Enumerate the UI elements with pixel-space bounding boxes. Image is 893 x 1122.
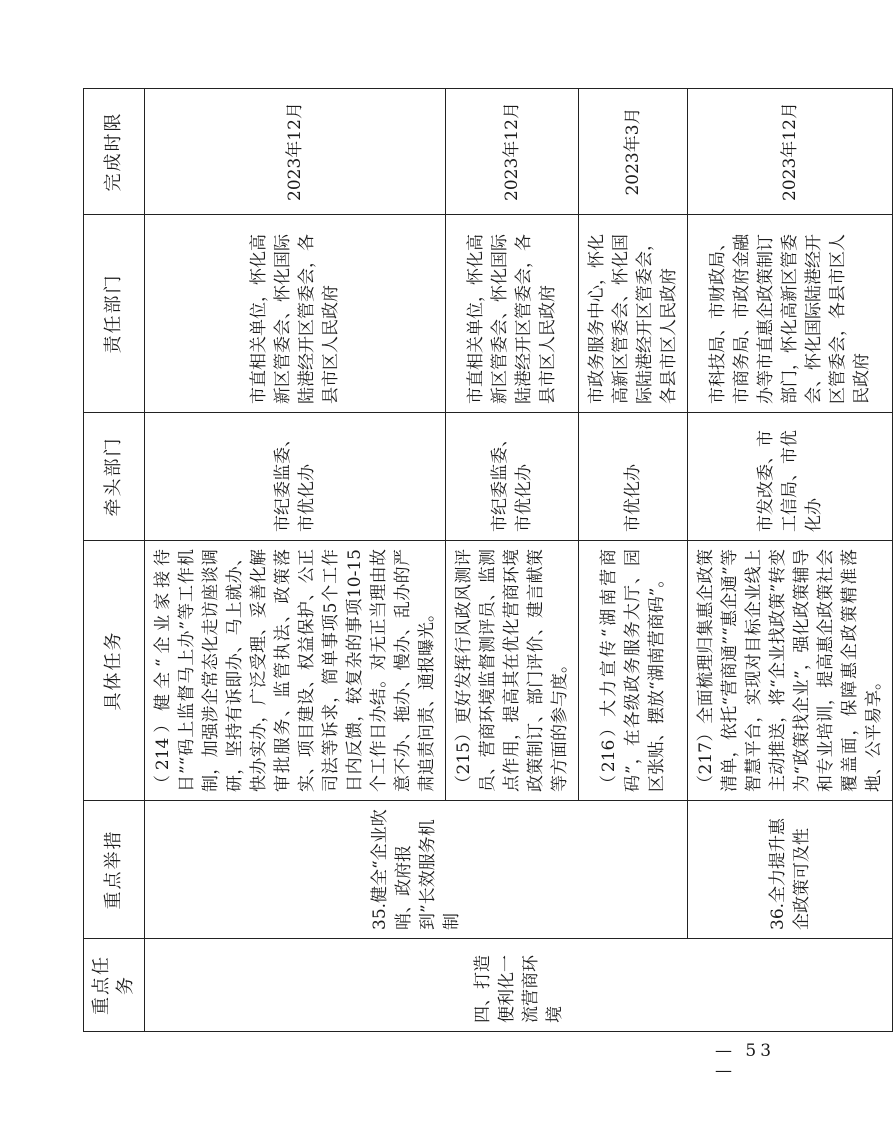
key-measure-cell: 36.全力提升惠企政策可及性 xyxy=(688,801,893,939)
resp-cell: 市直相关单位，怀化高新区管委会、怀化国际陆港经开区管委会，各县市区人民政府 xyxy=(145,215,446,413)
task-table xyxy=(83,88,893,1032)
detail-cell: （215）更好发挥行风政风测评员、营商环境监督测评员、监测点作用，提高其在优化营商环境政策制订、部门评价、建言献策等方面的参与度。 xyxy=(446,541,579,801)
detail-cell: （217）全面梳理归集惠企政策清单，依托“营商通”“惠企通”等智慧平台，实现对目标企业线上主动推送，将“企业找政策”转变为“政策找企业”，强化政策辅导和专业培训，提高惠企政策社会覆盖面，保障惠企政策精准落地、公平易享。 xyxy=(688,541,893,801)
deadline-cell: 2023年3月 xyxy=(579,89,688,215)
key-measure-cell: 35.健全“企业吹哨、政府报到”长效服务机制 xyxy=(145,801,688,939)
table-row xyxy=(145,89,446,1032)
header-detail: 具体任务 xyxy=(84,541,145,801)
resp-cell: 市政务服务中心，怀化高新区管委会、怀化国际陆港经开区管委会，各县市区人民政府 xyxy=(579,215,688,413)
detail-cell: （216）大力宣传“湖南营商码”，在各级政务服务大厅、园区张贴、摆放“湖南营商码”。 xyxy=(579,541,688,801)
key-task-cell: 四、打造便利化一流营商环境 xyxy=(145,939,893,1032)
header-deadline: 完成时限 xyxy=(84,89,145,215)
lead-cell: 市纪委监委、市优化办 xyxy=(446,413,579,541)
lead-cell: 市发改委、市工信局、市优化办 xyxy=(688,413,893,541)
table-row xyxy=(688,89,893,1032)
header-task: 重点任务 xyxy=(84,939,145,1032)
deadline-cell: 2023年12月 xyxy=(446,89,579,215)
header-measure: 重点举措 xyxy=(84,801,145,939)
resp-cell: 市科技局、市财政局、市商务局、市政府金融办等市直惠企政策制订部门，怀化高新区管委会、怀化国际陆港经开区管委会，各县市区人民政府 xyxy=(688,215,893,413)
header-lead: 牵头部门 xyxy=(84,413,145,541)
deadline-cell: 2023年12月 xyxy=(145,89,446,215)
detail-cell: （214）健全“企业家接待日”“码上监督马上办”等工作机制，加强涉企常态化走访座谈调研，坚持有诉即办、马上就办、快办实办，广泛受理、妥善化解审批服务、监管执法、政策落实、项目建设、权益保护、公正司法等诉求，简单事项5个工作日内反馈，较复杂的事项10-15个工作日办结。对无正当理由故意不办、拖办、慢办、乱办的严肃追责问责、通报曝光。 xyxy=(145,541,446,801)
resp-cell: 市直相关单位，怀化高新区管委会、怀化国际陆港经开区管委会，各县市区人民政府 xyxy=(446,215,579,413)
header-row xyxy=(84,89,145,1032)
header-resp: 责任部门 xyxy=(84,215,145,413)
page-number: — 53 — xyxy=(715,1041,776,1081)
lead-cell: 市纪委监委、市优化办 xyxy=(145,413,446,541)
deadline-cell: 2023年12月 xyxy=(688,89,893,215)
lead-cell: 市优化办 xyxy=(579,413,688,541)
